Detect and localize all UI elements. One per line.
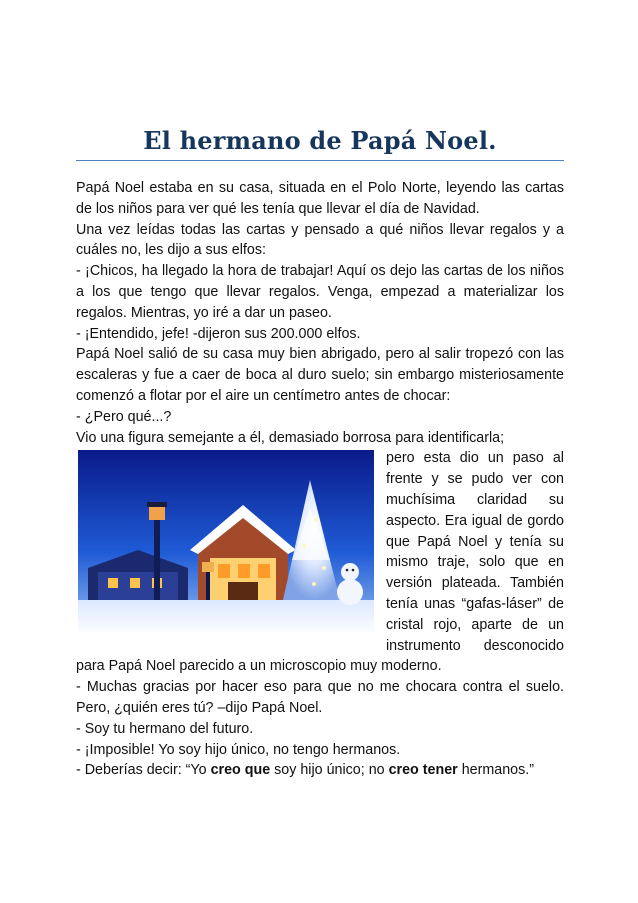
story-body bbox=[76, 178, 564, 781]
text-span: - Deberías decir: “Yo bbox=[76, 762, 211, 779]
paragraph: Una vez leídas todas las cartas y pensado a qué niños llevar regalos y a cuáles no, les dijo a sus elfos: bbox=[76, 221, 564, 259]
paragraph: Papá Noel estaba en su casa, situada en el Polo Norte, leyendo las cartas de los niños para ver qué les tenía que llevar el día de Navidad. bbox=[76, 180, 564, 217]
paragraph: - ¡Imposible! Yo soy hijo único, no tengo hermanos. bbox=[76, 741, 401, 758]
wrapped-paragraph: pero esta dio un paso al frente y se pudo ver con muchísima claridad su aspecto. Era igual de gordo que Papá Noel y tenía su mismo traje, solo que en versión plateada. También tenía unas “gafas-láser” de cristal rojo, aparte de un instrumento desconocido para Papá Noel parecido a un microscopio muy moderno. bbox=[76, 450, 564, 675]
paragraph: Vio una figura semejante a él, demasiado borrosa para identificarla; bbox=[76, 429, 505, 446]
title-underline bbox=[76, 160, 564, 161]
paragraph: - ¡Entendido, jefe! -dijeron sus 200.000 elfos. bbox=[76, 325, 361, 342]
document-title: El hermano de Papá Noel. bbox=[143, 126, 497, 155]
paragraph: - ¿Pero qué...? bbox=[76, 408, 172, 425]
paragraph: - Soy tu hermano del futuro. bbox=[76, 720, 254, 737]
paragraph: Papá Noel salió de su casa muy bien abrigado, pero al salir tropezó con las escaleras y fue a caer de boca al duro suelo; sin embargo misteriosamente comenzó a flotar por el aire un centímetro antes de chocar: bbox=[76, 346, 564, 404]
bold-text: creo que bbox=[210, 762, 271, 779]
last-paragraph bbox=[76, 760, 564, 781]
paragraph: - Muchas gracias por hacer eso para que no me chocara contra el suelo. Pero, ¿quién eres tú? –dijo Papá Noel. bbox=[76, 679, 564, 716]
bold-text: creo tener bbox=[388, 762, 458, 779]
christmas-house-photo bbox=[78, 450, 374, 636]
text-span: hermanos.” bbox=[457, 762, 534, 779]
text-span: soy hijo único; no bbox=[270, 762, 389, 779]
paragraph: - ¡Chicos, ha llegado la hora de trabajar! Aquí os dejo las cartas de los niños a los que tengo que llevar regalos. Venga, empezad a materializar los regalos. Mientras, yo iré a dar un paseo. bbox=[76, 263, 564, 321]
